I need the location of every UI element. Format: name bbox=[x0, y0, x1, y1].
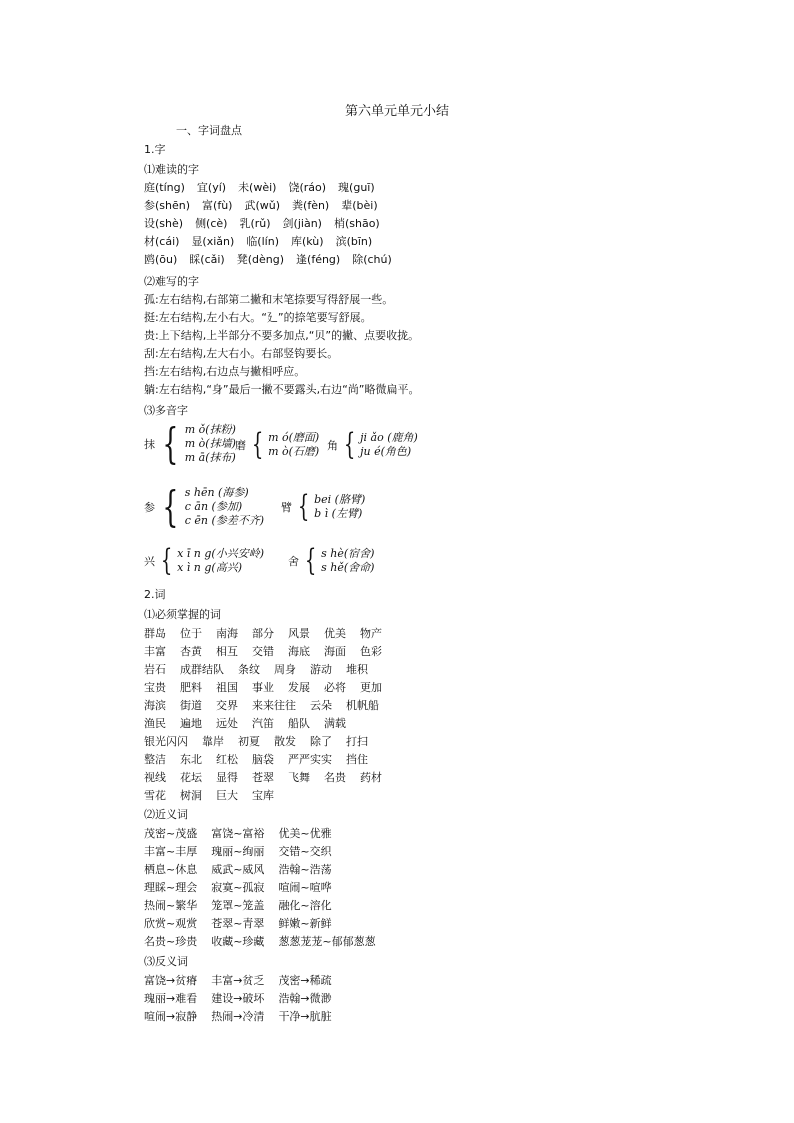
word: 红松 bbox=[216, 753, 238, 766]
word: 部分 bbox=[252, 627, 274, 640]
word: 花坛 bbox=[180, 771, 202, 784]
synonym-pair: 融化~溶化 bbox=[278, 899, 332, 912]
hard-read-char: 显(xiǎn) bbox=[191, 235, 235, 248]
poly-reading: x ì n g(高兴) bbox=[177, 561, 243, 574]
brace-icon: { bbox=[304, 543, 317, 578]
word: 周身 bbox=[274, 663, 296, 676]
part-heading-words: 2.词 bbox=[144, 588, 166, 601]
poly-shen bbox=[144, 482, 265, 531]
hard-read-row bbox=[144, 253, 404, 267]
synonym-pair: 丰富~丰厚 bbox=[144, 845, 198, 858]
hard-read-row bbox=[144, 199, 390, 213]
word: 群岛 bbox=[144, 627, 166, 640]
antonym-pair: 浩翰→微渺 bbox=[278, 992, 332, 1005]
hard-read-char: 粪(fèn) bbox=[292, 199, 330, 212]
word: 东北 bbox=[180, 753, 202, 766]
synonym-pair: 热闹~繁华 bbox=[144, 899, 198, 912]
brace-icon: { bbox=[162, 419, 179, 468]
synonym-pair: 寂寞~孤寂 bbox=[211, 881, 265, 894]
poly-char: 兴 bbox=[144, 555, 155, 568]
antonym-pair: 丰富→贫乏 bbox=[211, 974, 265, 987]
hard-read-char: 鸥(ōu) bbox=[144, 253, 178, 266]
word: 堆积 bbox=[346, 663, 368, 676]
hard-read-char: 宜(yí) bbox=[196, 181, 227, 194]
hard-read-char: 未(wèi) bbox=[238, 181, 277, 194]
word: 祖国 bbox=[216, 681, 238, 694]
word: 银光闪闪 bbox=[144, 735, 188, 748]
hard-read-char: 侧(cè) bbox=[195, 217, 228, 230]
word: 云朵 bbox=[310, 699, 332, 712]
synonym-pair: 鲜嫩~新鲜 bbox=[278, 917, 332, 930]
word: 船队 bbox=[288, 717, 310, 730]
synonym-row bbox=[144, 935, 390, 949]
hard-read-row bbox=[144, 181, 387, 195]
poly-bi bbox=[281, 489, 366, 524]
word: 渔民 bbox=[144, 717, 166, 730]
hard-write-text: 挺:左右结构,左小右大。“廴”的捺笔要写舒展。 bbox=[144, 311, 372, 324]
section-heading: 一、字词盘点 bbox=[176, 124, 242, 137]
hard-write-text: 贵:上下结构,上半部分不要多加点,“贝”的撇、点要收拢。 bbox=[144, 329, 420, 342]
poly-reading: ju é(角色) bbox=[360, 445, 412, 458]
word: 靠岸 bbox=[202, 735, 224, 748]
word: 脑袋 bbox=[252, 753, 274, 766]
word: 事业 bbox=[252, 681, 274, 694]
hard-write-text: 挡:左右结构,右边点与撇相呼应。 bbox=[144, 365, 306, 378]
poly-reading: m ǒ(抹粉) bbox=[184, 423, 236, 436]
hard-write-item bbox=[144, 311, 372, 325]
poly-reading: m ò(抹墙) bbox=[184, 437, 236, 450]
word: 满载 bbox=[324, 717, 346, 730]
synonym-row bbox=[144, 863, 346, 877]
word: 散发 bbox=[274, 735, 296, 748]
synonym-pair: 收藏~珍藏 bbox=[211, 935, 265, 948]
antonym-pair: 富饶→贫瘠 bbox=[144, 974, 198, 987]
word: 游动 bbox=[310, 663, 332, 676]
synonym-pair: 交错~交织 bbox=[278, 845, 332, 858]
poly-mo bbox=[144, 419, 236, 468]
poly-reading: x ī n g(小兴安岭) bbox=[177, 547, 265, 560]
word: 雪花 bbox=[144, 789, 166, 802]
word: 宝库 bbox=[252, 789, 274, 802]
poly-reading: c ān (参加) bbox=[184, 500, 243, 513]
word: 相互 bbox=[216, 645, 238, 658]
hard-write-item bbox=[144, 365, 305, 379]
brace-icon: { bbox=[160, 543, 173, 578]
word: 街道 bbox=[180, 699, 202, 712]
antonym-pair: 干净→肮脏 bbox=[278, 1010, 332, 1023]
word-row bbox=[144, 717, 360, 731]
poly-char: 参 bbox=[144, 501, 155, 514]
poly-mo2 bbox=[235, 427, 320, 462]
hard-write-item bbox=[144, 383, 420, 397]
hard-read-char: 逢(féng) bbox=[296, 253, 341, 266]
word: 物产 bbox=[360, 627, 382, 640]
synonym-pair: 欣赏~观赏 bbox=[144, 917, 198, 930]
synonym-pair: 名贵~珍贵 bbox=[144, 935, 198, 948]
hard-write-text: 孤:左右结构,右部第二撇和末笔捺要写得舒展一些。 bbox=[144, 293, 394, 306]
synonym-pair: 富饶~富裕 bbox=[211, 827, 265, 840]
hard-read-char: 滨(bīn) bbox=[335, 235, 373, 248]
word: 打扫 bbox=[346, 735, 368, 748]
hard-write-item bbox=[144, 329, 419, 343]
synonym-row bbox=[144, 827, 346, 841]
hard-read-row bbox=[144, 235, 384, 249]
poly-reading: m ā(抹布) bbox=[184, 451, 236, 464]
hard-read-char: 饶(ráo) bbox=[288, 181, 327, 194]
hard-read-row bbox=[144, 217, 392, 231]
hard-write-item bbox=[144, 293, 393, 307]
word-row bbox=[144, 753, 382, 767]
word: 汽笛 bbox=[252, 717, 274, 730]
word: 巨大 bbox=[216, 789, 238, 802]
poly-reading: s hě(舍命) bbox=[321, 561, 375, 574]
hard-write-text: 刮:左右结构,左大右小。右部竖钩要长。 bbox=[144, 347, 339, 360]
word-row bbox=[144, 699, 393, 713]
poly-reading: s hēn (海参) bbox=[184, 486, 249, 499]
word: 严严实实 bbox=[288, 753, 332, 766]
hard-read-char: 富(fù) bbox=[202, 199, 233, 212]
subheading-hard-read: ⑴难读的字 bbox=[144, 163, 199, 176]
part-heading-chars: 1.字 bbox=[144, 143, 166, 156]
poly-xing bbox=[144, 543, 265, 578]
word: 除了 bbox=[310, 735, 332, 748]
poly-reading: ji ǎo (鹿角) bbox=[360, 431, 418, 444]
antonym-pair: 建设→破坏 bbox=[211, 992, 265, 1005]
antonym-pair: 热闹→冷清 bbox=[211, 1010, 265, 1023]
poly-jiao bbox=[327, 427, 418, 462]
hard-read-char: 乳(rǔ) bbox=[239, 217, 271, 230]
word-row bbox=[144, 681, 396, 695]
poly-reading: c ēn (参差不齐) bbox=[184, 514, 265, 527]
poly-char: 角 bbox=[327, 439, 338, 452]
antonym-row bbox=[144, 974, 346, 988]
synonym-pair: 瑰丽~绚丽 bbox=[211, 845, 265, 858]
hard-read-char: 凳(dèng) bbox=[236, 253, 285, 266]
word: 初夏 bbox=[238, 735, 260, 748]
antonym-pair: 瑰丽→难看 bbox=[144, 992, 198, 1005]
word: 条纹 bbox=[238, 663, 260, 676]
word: 风景 bbox=[288, 627, 310, 640]
poly-reading: s hè(宿舍) bbox=[321, 547, 375, 560]
word-row bbox=[144, 663, 382, 677]
word: 视线 bbox=[144, 771, 166, 784]
word: 色彩 bbox=[360, 645, 382, 658]
hard-write-text: 躺:左右结构,“身”最后一撇不要露头,右边“尚”略微扁平。 bbox=[144, 383, 420, 396]
word-row bbox=[144, 789, 288, 803]
synonym-pair: 茂密~茂盛 bbox=[144, 827, 198, 840]
synonym-pair: 苍翠~青翠 bbox=[211, 917, 265, 930]
antonym-row bbox=[144, 992, 346, 1006]
brace-icon: { bbox=[251, 427, 264, 462]
word: 成群结队 bbox=[180, 663, 224, 676]
word-row bbox=[144, 645, 396, 659]
synonym-pair: 优美~优雅 bbox=[278, 827, 332, 840]
word: 名贵 bbox=[324, 771, 346, 784]
word: 丰富 bbox=[144, 645, 166, 658]
hard-read-char: 睬(cǎi) bbox=[189, 253, 225, 266]
antonym-row bbox=[144, 1010, 346, 1024]
brace-icon: { bbox=[162, 482, 179, 531]
word: 肥料 bbox=[180, 681, 202, 694]
synonym-pair: 浩翰~浩荡 bbox=[278, 863, 332, 876]
poly-char: 抹 bbox=[144, 438, 155, 451]
hard-read-char: 临(lín) bbox=[246, 235, 279, 248]
synonym-pair: 喧闹~喧哗 bbox=[278, 881, 332, 894]
brace-icon: { bbox=[297, 489, 310, 524]
word: 发展 bbox=[288, 681, 310, 694]
word: 苍翠 bbox=[252, 771, 274, 784]
hard-read-char: 除(chú) bbox=[352, 253, 392, 266]
synonym-row bbox=[144, 845, 346, 859]
hard-read-char: 梢(shāo) bbox=[333, 217, 380, 230]
word: 岩石 bbox=[144, 663, 166, 676]
synonym-row bbox=[144, 917, 346, 931]
word: 杏黄 bbox=[180, 645, 202, 658]
word: 机帆船 bbox=[346, 699, 379, 712]
synonym-pair: 栖息~休息 bbox=[144, 863, 198, 876]
word-row bbox=[144, 627, 396, 641]
poly-reading: m ò(石磨) bbox=[268, 445, 320, 458]
word: 宝贵 bbox=[144, 681, 166, 694]
word: 远处 bbox=[216, 717, 238, 730]
word: 位于 bbox=[180, 627, 202, 640]
poly-char: 臂 bbox=[281, 501, 292, 514]
hard-read-char: 剑(jiàn) bbox=[282, 217, 322, 230]
word: 挡住 bbox=[346, 753, 368, 766]
page-title: 第六单元单元小结 bbox=[344, 104, 449, 119]
word: 交界 bbox=[216, 699, 238, 712]
synonym-row bbox=[144, 899, 346, 913]
word: 海滨 bbox=[144, 699, 166, 712]
word: 来来往往 bbox=[252, 699, 296, 712]
word: 优美 bbox=[324, 627, 346, 640]
poly-char: 磨 bbox=[235, 439, 246, 452]
word: 药材 bbox=[360, 771, 382, 784]
hard-read-char: 武(wǔ) bbox=[244, 199, 281, 212]
word: 必将 bbox=[324, 681, 346, 694]
word: 显得 bbox=[216, 771, 238, 784]
word: 交错 bbox=[252, 645, 274, 658]
subheading-synonyms: ⑵近义词 bbox=[144, 808, 188, 821]
word-row bbox=[144, 735, 382, 749]
brace-icon: { bbox=[343, 427, 356, 462]
word: 海底 bbox=[288, 645, 310, 658]
poly-reading: m ó(磨面) bbox=[268, 431, 320, 444]
antonym-pair: 茂密→稀疏 bbox=[278, 974, 332, 987]
hard-read-char: 材(cái) bbox=[144, 235, 180, 248]
poly-reading: b ì (左臂) bbox=[314, 507, 363, 520]
synonym-pair: 笼罩~笼盖 bbox=[211, 899, 265, 912]
word: 飞舞 bbox=[288, 771, 310, 784]
hard-read-char: 设(shè) bbox=[144, 217, 184, 230]
synonym-row bbox=[144, 881, 346, 895]
poly-reading: bei (胳臂) bbox=[314, 493, 366, 506]
antonym-pair: 喧闹→寂静 bbox=[144, 1010, 198, 1023]
hard-read-char: 参(shēn) bbox=[144, 199, 191, 212]
word: 整洁 bbox=[144, 753, 166, 766]
word: 南海 bbox=[216, 627, 238, 640]
word: 遍地 bbox=[180, 717, 202, 730]
synonym-pair: 理睬~理会 bbox=[144, 881, 198, 894]
word: 树洞 bbox=[180, 789, 202, 802]
subheading-must-words: ⑴必须掌握的词 bbox=[144, 608, 221, 621]
synonym-pair: 葱葱茏茏~郁郁葱葱 bbox=[278, 935, 376, 948]
hard-write-item bbox=[144, 347, 338, 361]
word: 更加 bbox=[360, 681, 382, 694]
poly-she bbox=[288, 543, 375, 578]
subheading-polyphones: ⑶多音字 bbox=[144, 404, 188, 417]
hard-read-char: 庭(tíng) bbox=[144, 181, 185, 194]
hard-read-char: 瑰(guī) bbox=[338, 181, 375, 194]
hard-read-char: 辈(bèi) bbox=[341, 199, 378, 212]
word: 海面 bbox=[324, 645, 346, 658]
hard-read-char: 库(kù) bbox=[290, 235, 324, 248]
poly-char: 舍 bbox=[288, 555, 299, 568]
word-row bbox=[144, 771, 396, 785]
subheading-antonyms: ⑶反义词 bbox=[144, 955, 188, 968]
subheading-hard-write: ⑵难写的字 bbox=[144, 275, 199, 288]
synonym-pair: 威武~威风 bbox=[211, 863, 265, 876]
